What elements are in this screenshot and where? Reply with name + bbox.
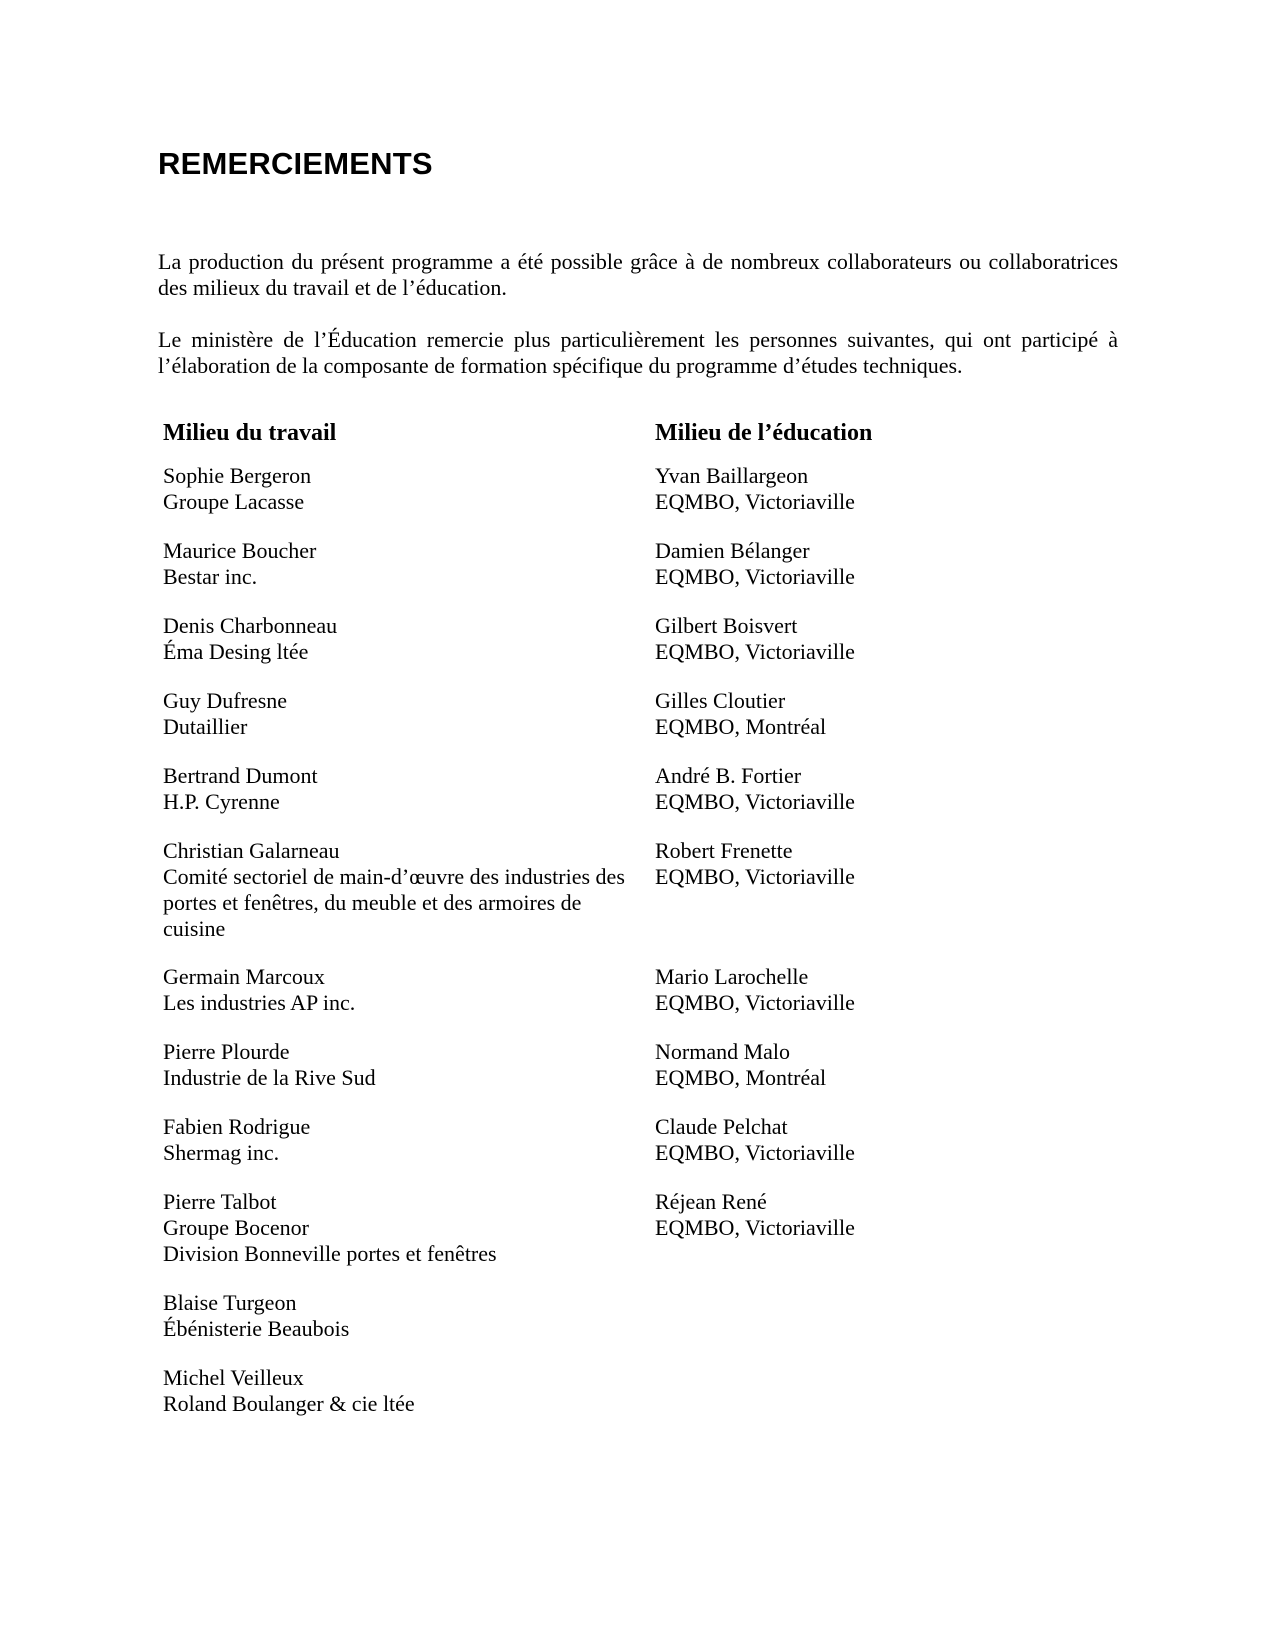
person-name: Normand Malo xyxy=(655,1039,791,1064)
work-person-entry xyxy=(163,1189,633,1290)
person-organization: EQMBO, Montréal xyxy=(655,714,827,739)
person-name: Michel Veilleux xyxy=(163,1365,304,1390)
person-organization: Bestar inc. xyxy=(163,564,258,589)
person-organization: Groupe Bocenor xyxy=(163,1215,310,1240)
work-person-entry xyxy=(163,688,633,763)
person-organization: Les industries AP inc. xyxy=(163,990,356,1015)
work-person-entry xyxy=(163,964,633,1039)
person-organization: Comité sectoriel de main-d’œuvre des industries des portes et fenêtres, du meuble et des armoires de cuisine xyxy=(163,864,625,941)
person-name: Germain Marcoux xyxy=(163,964,325,989)
education-person-entry xyxy=(655,1114,1115,1189)
education-column-heading: Milieu de l’éducation xyxy=(655,420,873,446)
work-person-entry xyxy=(163,463,633,538)
person-name: Yvan Baillargeon xyxy=(655,463,809,488)
education-person-entry xyxy=(655,838,1115,964)
education-person-entry xyxy=(655,688,1115,763)
person-organization: EQMBO, Victoriaville xyxy=(655,639,855,664)
education-person-entry xyxy=(655,613,1115,688)
person-organization: Groupe Lacasse xyxy=(163,489,305,514)
education-person-entry xyxy=(655,1189,1115,1264)
person-name: André B. Fortier xyxy=(655,763,802,788)
person-organization: EQMBO, Victoriaville xyxy=(655,1140,855,1165)
person-organization: EQMBO, Victoriaville xyxy=(655,789,855,814)
person-division: Division Bonneville portes et fenêtres xyxy=(163,1241,497,1266)
person-organization: H.P. Cyrenne xyxy=(163,789,280,814)
education-person-entry xyxy=(655,1039,1115,1114)
person-name: Christian Galarneau xyxy=(163,838,340,863)
person-name: Damien Bélanger xyxy=(655,538,810,563)
person-organization: Dutaillier xyxy=(163,714,248,739)
person-organization: EQMBO, Victoriaville xyxy=(655,990,855,1015)
education-person-entry xyxy=(655,463,1115,538)
person-name: Mario Larochelle xyxy=(655,964,809,989)
person-name: Robert Frenette xyxy=(655,838,793,863)
person-name: Gilbert Boisvert xyxy=(655,613,798,638)
person-name: Sophie Bergeron xyxy=(163,463,312,488)
work-person-entry xyxy=(163,613,633,688)
work-person-entry xyxy=(163,763,633,838)
work-person-entry xyxy=(163,1039,633,1114)
person-organization: Roland Boulanger & cie ltée xyxy=(163,1391,415,1416)
work-person-entry xyxy=(163,838,633,964)
person-organization: Industrie de la Rive Sud xyxy=(163,1065,376,1090)
person-organization: EQMBO, Montréal xyxy=(655,1065,827,1090)
person-name: Denis Charbonneau xyxy=(163,613,338,638)
person-name: Guy Dufresne xyxy=(163,688,288,713)
work-column-heading: Milieu du travail xyxy=(163,420,337,446)
person-name: Gilles Cloutier xyxy=(655,688,786,713)
person-name: Pierre Talbot xyxy=(163,1189,277,1214)
person-organization: EQMBO, Victoriaville xyxy=(655,489,855,514)
intro-paragraph: Le ministère de l’Éducation remercie plus particulièrement les personnes suivantes, qui ont participé à l’élaboration de la composante de formation spécifique du programme d’études techniques. xyxy=(158,327,1118,378)
person-organization: Shermag inc. xyxy=(163,1140,280,1165)
work-person-entry xyxy=(163,1114,633,1189)
work-person-entry xyxy=(163,538,633,613)
person-name: Claude Pelchat xyxy=(655,1114,788,1139)
work-person-entry xyxy=(163,1290,633,1365)
intro-paragraph: La production du présent programme a été possible grâce à de nombreux collaborateurs ou collaboratrices des milieux du travail et de l’éducation. xyxy=(158,249,1118,300)
person-organization: EQMBO, Victoriaville xyxy=(655,864,855,889)
person-organization: Ébénisterie Beaubois xyxy=(163,1316,350,1341)
person-name: Réjean René xyxy=(655,1189,767,1214)
education-person-entry xyxy=(655,964,1115,1039)
person-organization: EQMBO, Victoriaville xyxy=(655,1215,855,1240)
person-name: Fabien Rodrigue xyxy=(163,1114,311,1139)
person-name: Bertrand Dumont xyxy=(163,763,318,788)
page-title: REMERCIEMENTS xyxy=(158,146,433,181)
work-person-entry xyxy=(163,1365,633,1440)
work-column xyxy=(163,418,633,1440)
education-person-entry xyxy=(655,763,1115,838)
education-person-entry xyxy=(655,538,1115,613)
education-column xyxy=(655,418,1115,1264)
person-name: Maurice Boucher xyxy=(163,538,317,563)
person-name: Blaise Turgeon xyxy=(163,1290,297,1315)
person-name: Pierre Plourde xyxy=(163,1039,290,1064)
person-organization: Éma Desing ltée xyxy=(163,639,309,664)
person-organization: EQMBO, Victoriaville xyxy=(655,564,855,589)
